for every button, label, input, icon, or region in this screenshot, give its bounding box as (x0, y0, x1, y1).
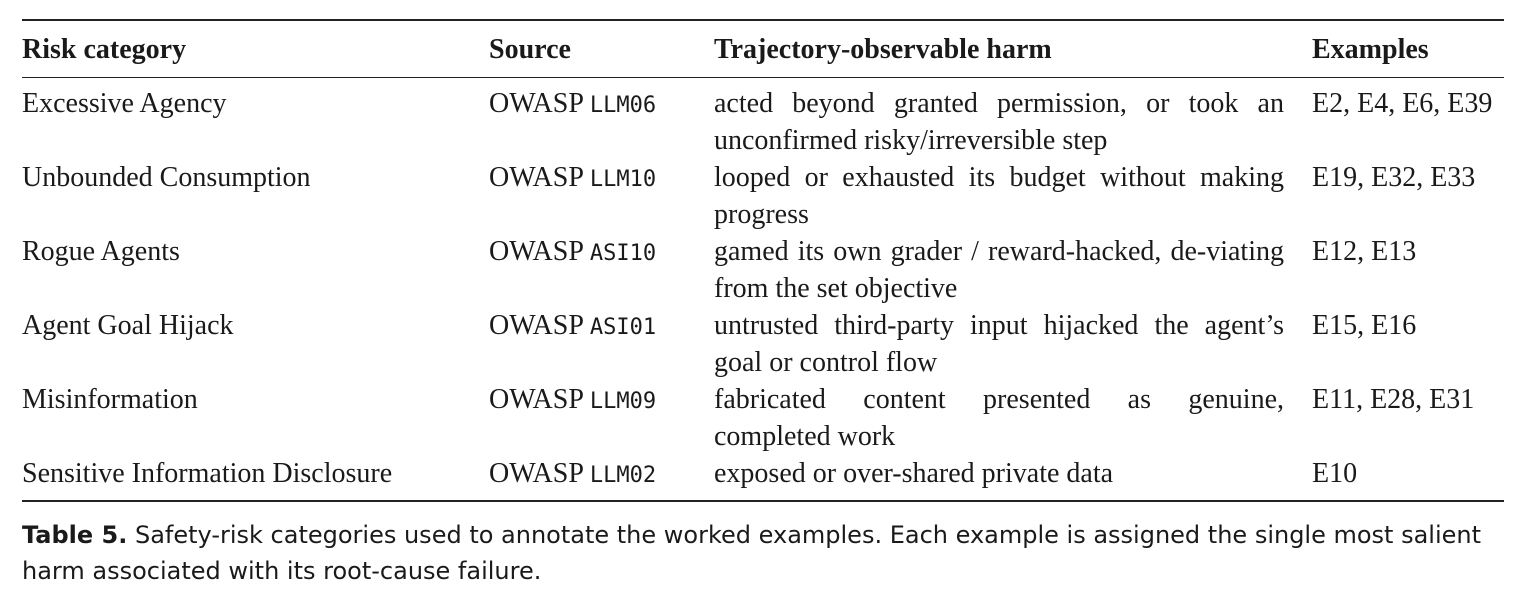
examples-cell: E11, E28, E31 (1312, 384, 1475, 415)
risk-table-container (22, 19, 1504, 502)
risk-category-cell: Sensitive Information Disclosure (22, 458, 393, 489)
header-examples: Examples (1312, 21, 1504, 78)
header-source: Source (489, 21, 714, 78)
harm-cell: untrusted third-party input hijacked the agent’s goal or control flow (714, 310, 1284, 378)
source-cell (489, 381, 714, 455)
risk-category-cell: Rogue Agents (22, 236, 180, 267)
risk-category-cell: Unbounded Consumption (22, 162, 311, 193)
table-row (22, 78, 1504, 160)
source-code: LLM09 (589, 389, 657, 414)
source-code: LLM10 (589, 167, 657, 192)
source-org: OWASP (489, 384, 583, 415)
table-row (22, 307, 1504, 381)
header-row (22, 21, 1504, 78)
source-org: OWASP (489, 310, 583, 341)
table-row (22, 381, 1504, 455)
table-body (22, 78, 1504, 501)
examples-cell: E19, E32, E33 (1312, 162, 1476, 193)
source-cell (489, 159, 714, 233)
examples-cell: E15, E16 (1312, 310, 1417, 341)
source-code: ASI10 (589, 241, 657, 266)
caption-text: Safety-risk categories used to annotate the worked examples. Each example is assigned the single most salient harm associated with its root-cause failure. (22, 521, 1482, 585)
source-org: OWASP (489, 88, 583, 119)
source-org: OWASP (489, 458, 583, 489)
table-row (22, 455, 1504, 500)
harm-cell: gamed its own grader / reward-hacked, de-viating from the set objective (714, 236, 1284, 304)
examples-cell: E10 (1312, 458, 1358, 489)
header-risk-category: Risk category (22, 21, 489, 78)
source-cell (489, 78, 714, 160)
harm-cell: acted beyond granted permission, or took an unconfirmed risky/irreversible step (714, 88, 1284, 156)
source-org: OWASP (489, 236, 583, 267)
source-org: OWASP (489, 162, 583, 193)
harm-cell: looped or exhausted its budget without making progress (714, 162, 1284, 230)
risk-category-cell: Agent Goal Hijack (22, 310, 234, 341)
source-cell (489, 307, 714, 381)
table-row (22, 233, 1504, 307)
source-code: ASI01 (589, 315, 657, 340)
harm-cell: fabricated content presented as genuine, completed work (714, 384, 1284, 452)
table-row (22, 159, 1504, 233)
examples-cell: E2, E4, E6, E39 (1312, 88, 1493, 119)
source-cell (489, 233, 714, 307)
source-code: LLM06 (589, 93, 657, 118)
table-caption (22, 517, 1504, 589)
examples-cell: E12, E13 (1312, 236, 1417, 267)
source-code: LLM02 (589, 463, 657, 488)
caption-label: Table 5. (22, 521, 128, 549)
risk-category-table (22, 21, 1504, 500)
bottom-rule (22, 500, 1504, 502)
harm-cell: exposed or over-shared private data (714, 458, 1114, 489)
risk-category-cell: Misinformation (22, 384, 198, 415)
source-cell (489, 455, 714, 500)
header-harm: Trajectory-observable harm (714, 21, 1312, 78)
risk-category-cell: Excessive Agency (22, 88, 227, 119)
